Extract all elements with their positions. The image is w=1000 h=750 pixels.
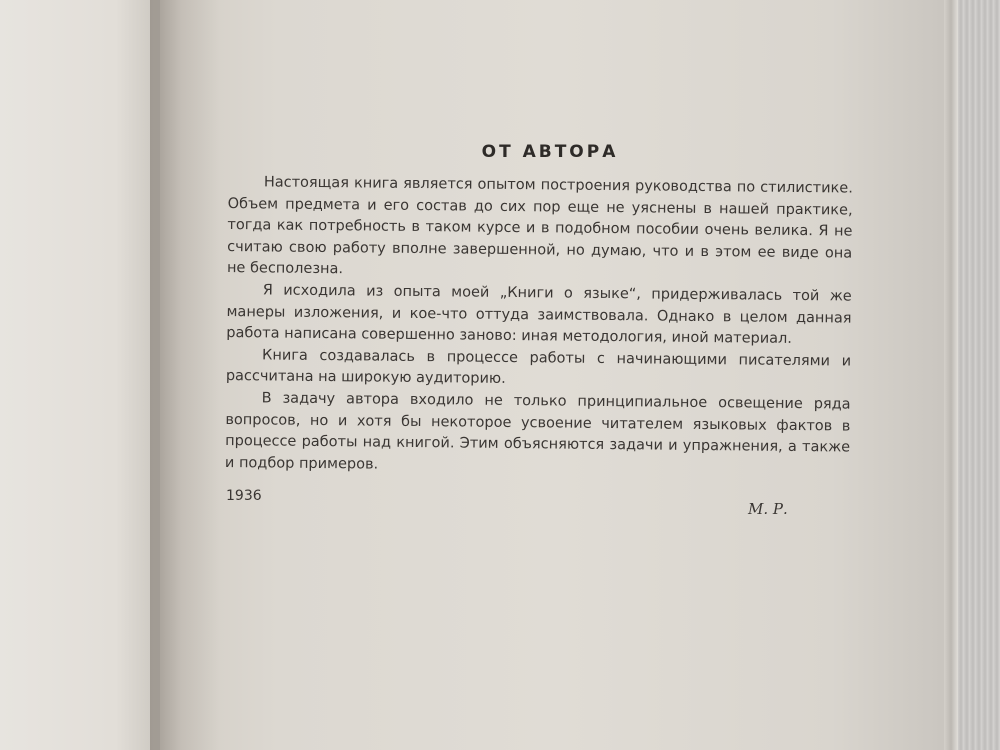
book-gutter — [150, 0, 220, 750]
paragraph: Настоящая книга является опытом построения руководства по стилистике. Объем предмета и его состав до сих пор еще не уяснены в нашей практике, тогда как потребность в таком курсе и в подобном пособии очень велика. Я не считаю свою работу вполне завершенной, но думаю, что и в этом ее виде она не бесполезна. — [226, 174, 853, 278]
page-edge — [944, 0, 958, 750]
page-heading: ОТ АВТОРА — [481, 142, 619, 162]
author-signature: М. Р. — [748, 500, 788, 518]
publication-year: 1936 — [226, 488, 262, 504]
left-page — [0, 0, 165, 750]
paragraph: Книга создавалась в процессе работы с начинающими писателями и рассчитана на широкую аудиторию. — [225, 347, 852, 388]
body-text — [225, 172, 853, 481]
paragraph: Я исходила из опыта моей „Книги о языке“, придерживалась той же манеры изложения, и кое-что оттуда заимствовала. Однако в целом данная работа написана совершенно заново: иная методология, иной материал. — [226, 282, 852, 348]
paragraph: В задачу автора входило не только принципиальное освещение ряда вопросов, но и хотя бы некоторое усвоение читателем языковых фактов в процессе работы над книгой. Этим объясняются задачи и упражнения, а также и подбор примеров. — [224, 390, 851, 473]
